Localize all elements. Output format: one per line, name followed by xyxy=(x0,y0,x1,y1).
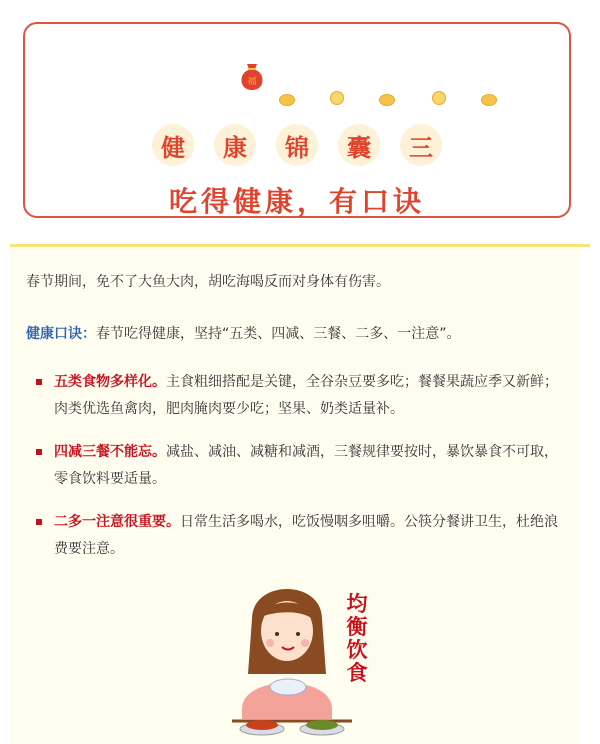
gold-ingot-icon xyxy=(379,94,395,106)
list-item xyxy=(36,439,566,493)
bag-label: 福 xyxy=(247,77,257,87)
content-panel xyxy=(10,247,580,744)
title-char: 三 xyxy=(400,124,442,166)
title-char: 康 xyxy=(214,124,256,166)
item-heading: 二多一注意很重要。 xyxy=(54,514,180,530)
lucky-bag-icon xyxy=(237,60,267,92)
intro-text: 春节期间，免不了大鱼大肉，胡吃海喝反而对身体有伤害。 xyxy=(26,274,390,290)
list-item xyxy=(36,369,566,423)
item-heading: 五类食物多样化。 xyxy=(54,374,166,390)
title-char: 锦 xyxy=(276,124,318,166)
tips-list xyxy=(36,369,566,579)
title-char: 健 xyxy=(152,124,194,166)
list-item xyxy=(36,509,566,563)
title-char: 囊 xyxy=(338,124,380,166)
item-text: 减盐、减油、减糖和减酒，三餐规律要按时，暴饮暴食不可取，零食饮料要适量。 xyxy=(54,444,558,487)
gold-ingot-icon xyxy=(279,94,295,106)
header-card xyxy=(23,22,571,218)
page-title xyxy=(25,124,569,166)
page-subtitle: 吃得健康，有口诀 xyxy=(168,185,425,218)
gold-ingot-icon xyxy=(481,94,497,106)
caption-char: 食 xyxy=(346,660,368,685)
coin-icon xyxy=(330,91,344,105)
tip-line xyxy=(26,323,566,343)
tip-label: 健康口诀： xyxy=(26,326,96,342)
coin-icon xyxy=(432,91,446,105)
item-text: 主食粗细搭配是关键，全谷杂豆要多吃；餐餐果蔬应季又新鲜；肉类优选鱼禽肉，肥肉腌肉要少吃；坚果、奶类适量补。 xyxy=(54,374,558,417)
item-text: 日常生活多喝水，吃饭慢咽多咀嚼。公筷分餐讲卫生，杜绝浪费要注意。 xyxy=(54,514,558,557)
caption-char: 衡 xyxy=(346,614,368,639)
tip-text: 春节吃得健康，坚持“五类、四减、三餐、二多、一注意”。 xyxy=(96,326,461,342)
caption-char: 均 xyxy=(346,591,368,616)
caption-char: 饮 xyxy=(346,637,368,662)
item-heading: 四减三餐不能忘。 xyxy=(54,444,166,460)
illustration-caption xyxy=(345,592,369,684)
